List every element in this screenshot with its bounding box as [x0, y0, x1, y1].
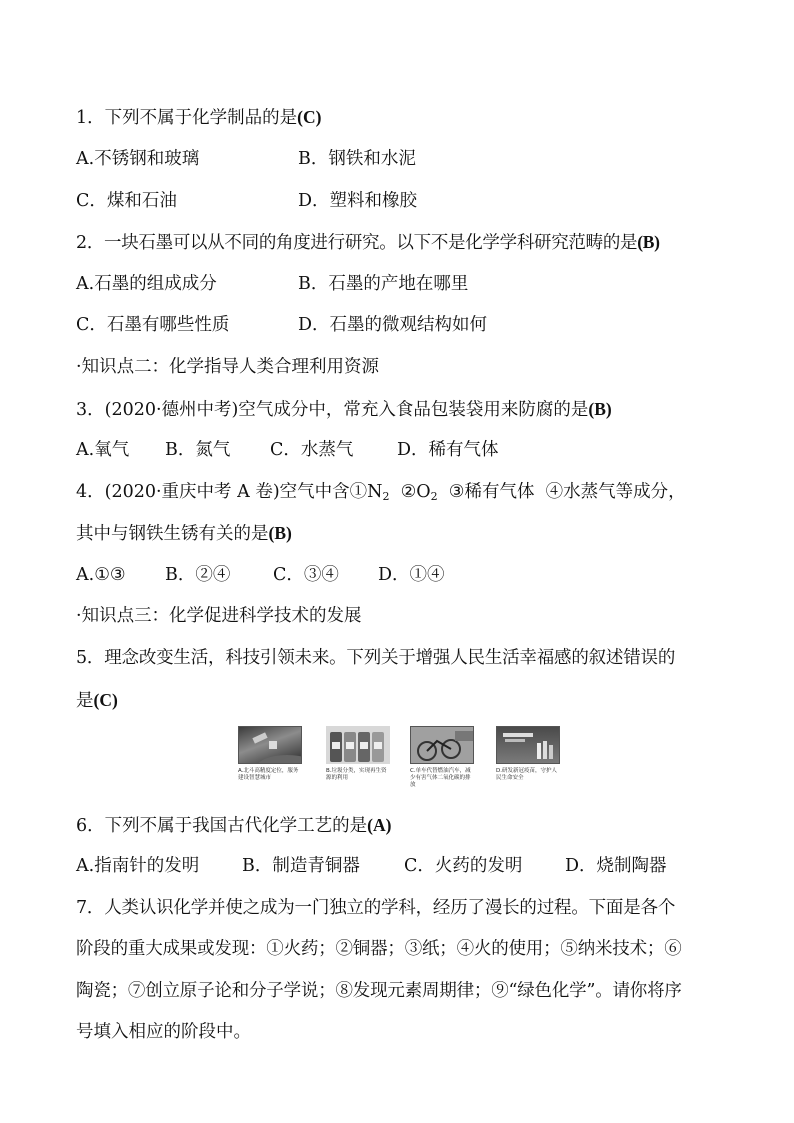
option-d: D．塑料和橡胶 [298, 191, 418, 211]
answer: (A) [367, 815, 392, 835]
question-6 [76, 813, 391, 838]
answer: (B) [637, 232, 660, 252]
question-stem: 6．下列不属于我国古代化学工艺的是 [76, 816, 368, 836]
answer: (B) [268, 523, 292, 543]
option-d: D．烧制陶器 [565, 856, 667, 876]
question-stem: 1．下列不属于化学制品的是 [76, 108, 298, 128]
question-7-line-2: 阶段的重大成果或发现：①火药；②铜器；③纸；④火的使用；⑤纳米技术；⑥ [76, 939, 682, 959]
option-a: A.氧气 [76, 440, 130, 460]
question-7-line-3: 陶瓷；⑦创立原子论和分子学说；⑧发现元素周期律；⑨“绿色化学”。请你将序 [76, 981, 682, 1001]
option-d: D．石墨的微观结构如何 [298, 315, 488, 335]
image-caption: C.单车代替燃油汽车，减少有害气体二氧化碳的排放 [410, 768, 471, 788]
section-heading: ·知识点三：化学促进科学技术的发展 [76, 606, 362, 626]
question-3 [76, 397, 612, 422]
option-d: D．稀有气体 [397, 440, 499, 460]
recycling-bins-image [326, 726, 390, 764]
subscript: 2 [430, 490, 438, 503]
option-c: C．火药的发明 [404, 856, 523, 876]
question-stem: 其中与钢铁生锈有关的是 [76, 524, 269, 544]
question-stem: 2．一块石墨可以从不同的角度进行研究。以下不是化学学科研究范畴的是 [76, 233, 638, 253]
image-option-a [238, 726, 302, 782]
option-c: C．煤和石油 [76, 191, 177, 211]
question-5-line-2 [76, 688, 118, 713]
section-heading: ·知识点二：化学指导人类合理利用资源 [76, 357, 380, 377]
question-stem: 4．(2020·重庆中考 A 卷)空气中含①N [76, 482, 383, 502]
question-7-line-1: 7．人类认识化学并使之成为一门独立的学科，经历了漫长的过程。下面是各个 [76, 898, 676, 918]
option-b: B．钢铁和水泥 [298, 149, 416, 169]
question-stem: ③稀有气体 ④水蒸气等成分， [437, 482, 686, 502]
option-a: A.不锈钢和玻璃 [76, 149, 200, 169]
question-5: 5．理念改变生活，科技引领未来。下列关于增强人民生活幸福感的叙述错误的 [76, 648, 676, 668]
image-caption: B.垃圾分类，实现再生资源的利用 [326, 768, 387, 781]
image-caption: A.北斗高精度定位，服务建设智慧城市 [238, 768, 299, 781]
image-option-b [326, 726, 390, 782]
question-4-line-2 [76, 521, 292, 546]
option-images [238, 726, 568, 792]
image-option-c [410, 726, 474, 789]
question-1 [76, 105, 321, 130]
vaccine-lab-image [496, 726, 560, 764]
question-stem: ②O [389, 482, 431, 502]
option-c: C．石墨有哪些性质 [76, 315, 230, 335]
question-7-line-4: 号填入相应的阶段中。 [76, 1022, 251, 1042]
answer: (C) [297, 107, 322, 127]
option-d: D．①④ [378, 565, 445, 585]
subscript: 2 [382, 490, 390, 503]
option-a: A.指南针的发明 [76, 856, 200, 876]
option-b: B．制造青铜器 [242, 856, 360, 876]
option-a: A.石墨的组成成分 [76, 274, 217, 294]
answer: (B) [588, 399, 612, 419]
option-b: B．氮气 [165, 440, 231, 460]
question-2 [76, 230, 660, 255]
option-c: C．③④ [273, 565, 339, 585]
option-c: C．水蒸气 [270, 440, 354, 460]
option-a: A.①③ [76, 565, 126, 585]
bicycles-image [410, 726, 474, 764]
option-b: B．石墨的产地在哪里 [298, 274, 469, 294]
image-caption: D.研发新冠疫苗，守护人民生命安全 [496, 768, 557, 781]
question-4 [76, 480, 686, 504]
image-option-d [496, 726, 560, 782]
answer: (C) [93, 690, 118, 710]
option-b: B．②④ [165, 565, 231, 585]
question-stem: 3．(2020·德州中考)空气成分中，常充入食品包装袋用来防腐的是 [76, 400, 589, 420]
satellite-image [238, 726, 302, 764]
question-stem: 是 [76, 691, 94, 711]
